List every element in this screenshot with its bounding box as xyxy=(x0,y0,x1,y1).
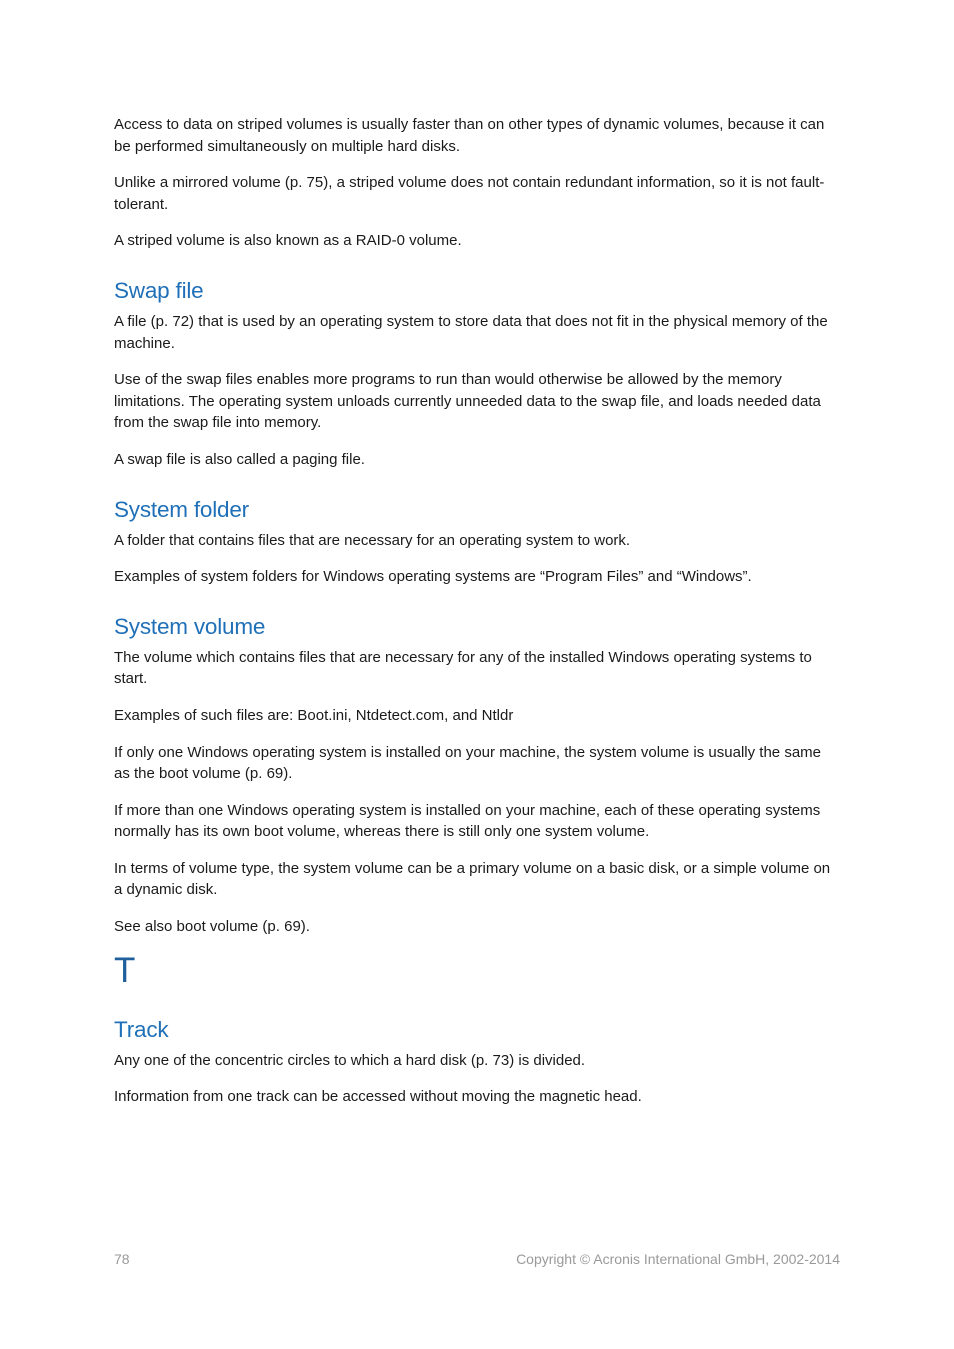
paragraph: In terms of volume type, the system volume can be a primary volume on a basic disk, or a simple volume on a dynamic disk. xyxy=(114,859,831,899)
paragraph: Unlike a mirrored volume (p. 75), a striped volume does not contain redundant information, so it is not fault-tolerant. xyxy=(114,174,825,213)
paragraph: If more than one Windows operating system is installed on your machine, each of these operating systems normally has its own boot volume, whereas there is still only one system volume. xyxy=(114,801,821,841)
page-number: 78 xyxy=(114,1251,130,1267)
page-footer xyxy=(114,1251,840,1267)
section-heading: System folder xyxy=(114,496,249,522)
paragraph: A swap file is also called a paging file. xyxy=(114,450,365,468)
swap-file-section xyxy=(114,277,838,471)
paragraph: The volume which contains files that are necessary for any of the installed Windows operating systems to start. xyxy=(114,648,812,688)
paragraph: Any one of the concentric circles to which a hard disk (p. 73) is divided. xyxy=(114,1051,586,1069)
document-body xyxy=(114,114,838,1123)
paragraph: A striped volume is also known as a RAID-0 volume. xyxy=(114,232,462,250)
copyright-notice: Copyright © Acronis International GmbH, 2002-2014 xyxy=(516,1251,840,1267)
striped-volume-section xyxy=(114,114,838,252)
section-heading: Track xyxy=(114,1016,169,1042)
section-letter: T xyxy=(114,950,136,990)
paragraph: A file (p. 72) that is used by an operating system to store data that does not fit in the physical memory of the machine. xyxy=(114,312,828,352)
section-heading: System volume xyxy=(114,613,266,639)
section-heading: Swap file xyxy=(114,277,204,303)
track-section xyxy=(114,1016,838,1108)
paragraph: Information from one track can be accessed without moving the magnetic head. xyxy=(114,1088,642,1106)
system-volume-section xyxy=(114,613,838,938)
paragraph: A folder that contains files that are necessary for an operating system to work. xyxy=(114,531,631,549)
paragraph: Access to data on striped volumes is usually faster than on other types of dynamic volumes, because it can be performed simultaneously on multiple hard disks. xyxy=(114,116,825,155)
paragraph: Examples of system folders for Windows operating systems are “Program Files” and “Windows”. xyxy=(114,568,752,586)
paragraph: If only one Windows operating system is installed on your machine, the system volume is usually the same as the boot volume (p. 69). xyxy=(114,743,821,783)
paragraph: Use of the swap files enables more programs to run than would otherwise be allowed by the memory limitations. The operating system unloads currently unneeded data to the swap file, and loads needed data from the swap file into memory. xyxy=(114,371,821,432)
paragraph: Examples of such files are: Boot.ini, Ntdetect.com, and Ntldr xyxy=(114,706,514,724)
paragraph: See also boot volume (p. 69). xyxy=(114,918,310,936)
system-folder-section xyxy=(114,496,838,588)
